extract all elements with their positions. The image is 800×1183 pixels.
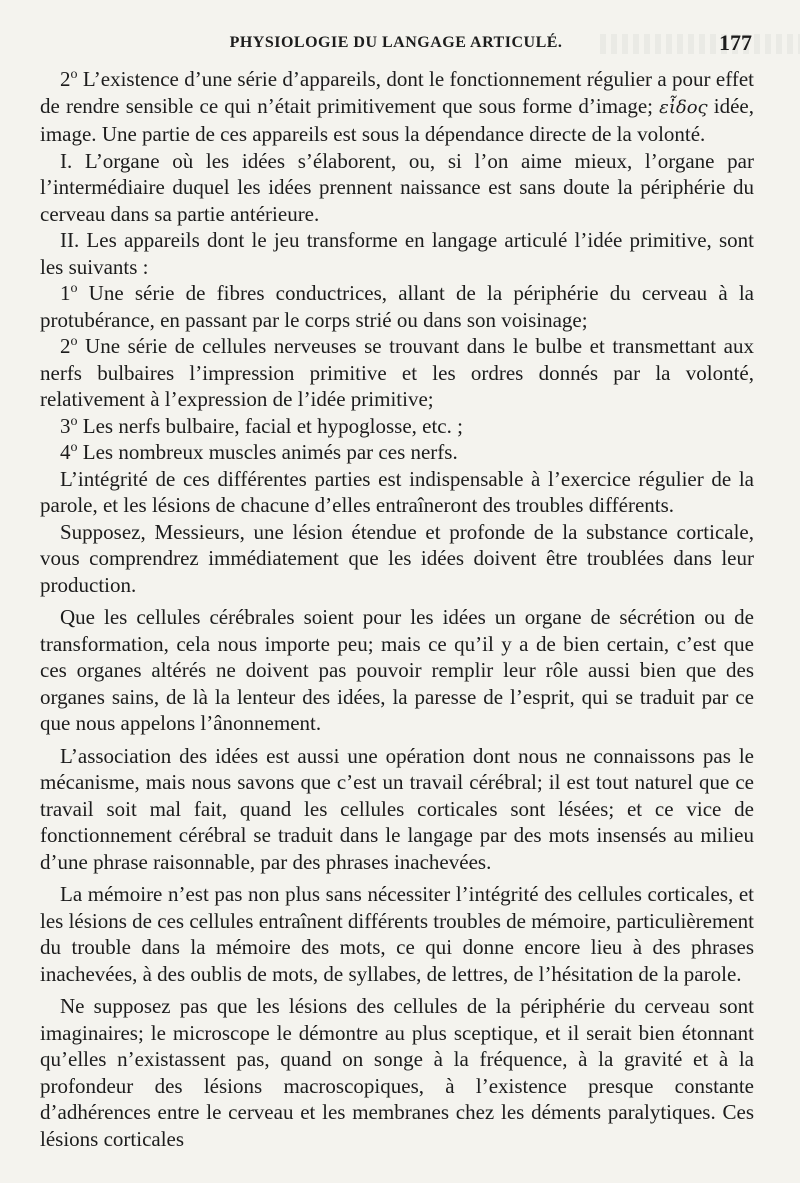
paragraph-text: II. Les appareils dont le jeu transforme en langage articulé l’idée primitive, sont les suivants : bbox=[40, 228, 754, 279]
paragraph-2 bbox=[40, 148, 754, 228]
body-text bbox=[40, 66, 754, 1152]
paragraph-text: I. L’organe où les idées s’élaborent, ou, si l’on aime mieux, l’organe par l’intermédiaire duquel les idées prennent naissance est sans doute la périphérie du cerveau dans sa partie antérieure. bbox=[40, 148, 754, 226]
paragraph-text: Une partie de ces appareils est sous la dépendance directe de la volonté. bbox=[96, 122, 706, 146]
paragraph-8 bbox=[40, 881, 754, 987]
paragraph-7 bbox=[40, 743, 754, 876]
paragraph-4 bbox=[40, 466, 754, 519]
ordinal-suffix: o bbox=[70, 334, 78, 349]
greek-word: εἶδος bbox=[659, 96, 708, 118]
paragraph-text: idée, image. bbox=[40, 93, 755, 146]
paragraph-text: Supposez, Messieurs, une lésion étendue et profonde de la substance corticale, vous comprendrez immédiatement que les idées doivent être troublées dans leur production. bbox=[40, 519, 754, 597]
list-item-1 bbox=[40, 280, 754, 333]
paragraph-9 bbox=[40, 993, 754, 1152]
paragraph-text: L’association des idées est aussi une opération dont nous ne connaissons pas le mécanisme, mais nous savons que c’est un travail cérébral; il est tout naturel que ce travail soit mal fait, quand les cellules corticales sont lésées; et ce vice de fonctionnement cérébral se traduit dans le langage par des mots insensés au milieu d’une phrase raisonnable, par des phrases inachevées. bbox=[40, 743, 754, 874]
paragraph-text: Que les cellules cérébrales soient pour les idées un organe de sécrétion ou de transformation, cela nous importe peu; mais ce qu’il y a de bien certain, c’est que ces organes altérés ne doivent pas pouvoir remplir leur rôle aussi bien que des organes sains, de là la lenteur des idées, la paresse de l’esprit, qui se traduit par ce que nous appelons l’ânonnement. bbox=[40, 605, 754, 735]
paragraph-6 bbox=[40, 604, 754, 737]
paragraph-text: Les nombreux muscles animés par ces nerfs. bbox=[77, 440, 458, 464]
ordinal-suffix: o bbox=[70, 413, 78, 429]
running-title: PHYSIOLOGIE DU LANGAGE ARTICULÉ. bbox=[229, 34, 563, 51]
paragraph-text: Une série de fibres conductrices, allant de la périphérie du cerveau à la protubérance, en passant par le corps strié ou dans son voisinage; bbox=[40, 281, 754, 332]
paragraph-3 bbox=[40, 227, 754, 280]
list-number: 2 bbox=[60, 67, 71, 91]
paragraph-5 bbox=[40, 519, 754, 599]
page-header bbox=[40, 30, 752, 60]
ordinal-suffix: o bbox=[70, 67, 78, 82]
list-number: 1 bbox=[60, 281, 71, 305]
list-number: 3 bbox=[60, 413, 71, 438]
list-number: 2 bbox=[60, 334, 71, 358]
ordinal-suffix: o bbox=[70, 281, 78, 296]
paragraph-text: Les nerfs bulbaire, facial et hypoglosse, etc. ; bbox=[77, 413, 463, 438]
paragraph-text: Ne supposez pas que les lésions des cellules de la périphérie du cerveau sont imaginaires; le microscope le démontre au plus sceptique, et il serait bien étonnant qu’elles n’existassent pas, quand on songe à la fréquence, à la gravité et à la profondeur des lésions macroscopiques, à l’existence presque constante d’adhérences entre le cerveau et les membranes chez les déments paralytiques. Ces lésions corticales bbox=[40, 994, 754, 1151]
paragraph-text: La mémoire n’est pas non plus sans nécessiter l’intégrité des cellules corticales, et les lésions de ces cellules entraînent différents troubles de mémoire, particulièrement du trouble dans la mémoire des mots, ce qui donne encore lieu à des phrases inachevées, à des oublis de mots, de syllabes, de lettres, de l’hésitation de la parole. bbox=[40, 882, 754, 986]
list-item-2 bbox=[40, 333, 754, 413]
paragraph-text: L’intégrité de ces différentes parties est indispensable à l’exercice régulier de la parole, et les lésions de chacune d’elles entraîneront des troubles différents. bbox=[40, 466, 754, 517]
list-item-4 bbox=[40, 439, 754, 466]
paragraph-text: Une série de cellules nerveuses se trouvant dans le bulbe et transmettant aux nerfs bulbaires l’impression primitive et les ordres donnés par la volonté, relativement à l’expression de l’idée primitive; bbox=[40, 334, 754, 411]
list-number: 4 bbox=[60, 440, 71, 464]
page-number: 177 bbox=[719, 30, 752, 55]
paragraph-1 bbox=[40, 66, 754, 148]
list-item-3 bbox=[40, 413, 754, 440]
paragraph-text: L’existence d’une série d’appareils, dont le fonctionnement régulier a pour effet de rendre sensible ce qui n’était primitivement que sous forme d’image; bbox=[40, 67, 754, 118]
ordinal-suffix: o bbox=[70, 440, 78, 455]
